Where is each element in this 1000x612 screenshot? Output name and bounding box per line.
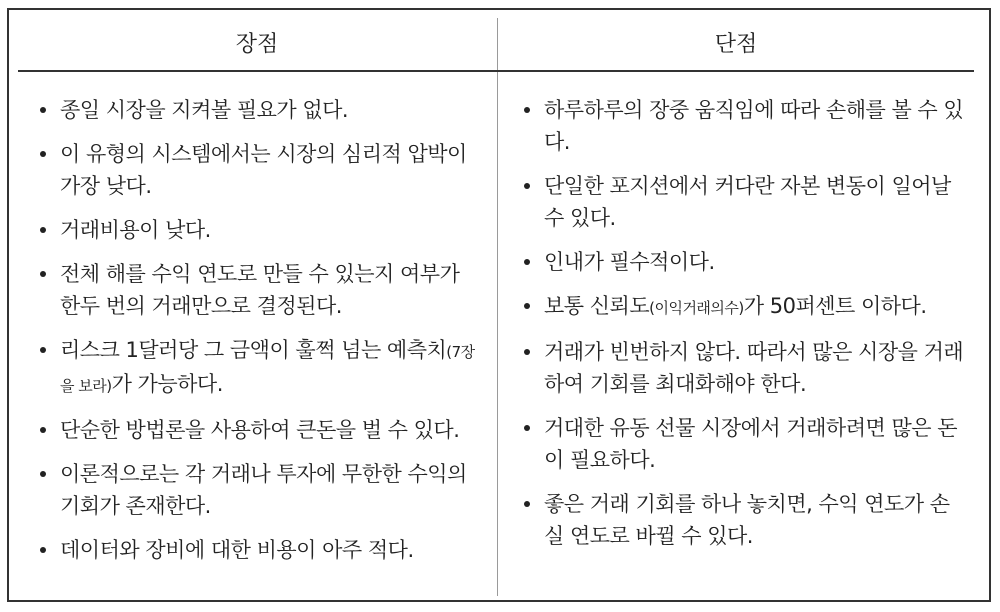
cons-item-text: 거래가 빈번하지 않다. 따라서 많은 시장을 거래하여 기회를 최대화해야 한다. (544, 340, 964, 396)
bullet-icon (40, 471, 46, 477)
bullet-icon (40, 271, 46, 277)
bullet-icon (524, 107, 530, 113)
cons-item (524, 94, 964, 158)
pros-item (40, 334, 480, 402)
bullet-icon (524, 501, 530, 507)
bullet-icon (524, 349, 530, 355)
bullet-icon (524, 183, 530, 189)
cons-item-text-after: 가 50퍼센트 이하다. (743, 294, 927, 318)
cons-item (524, 290, 964, 324)
cons-item-text: 좋은 거래 기회를 하나 놓치면, 수익 연도가 손실 연도로 바뀔 수 있다. (544, 492, 950, 548)
cons-item (524, 488, 964, 552)
bullet-icon (40, 427, 46, 433)
pros-header: 장점 (235, 32, 279, 57)
bullet-icon (40, 151, 46, 157)
column-divider (497, 18, 498, 596)
cons-list (524, 94, 964, 564)
pros-item-text: 리스크 1달러당 그 금액이 훌쩍 넘는 예측치 (60, 338, 447, 362)
bullet-icon (40, 347, 46, 353)
pros-item (40, 214, 480, 246)
pros-item-text: 이론적으로는 각 거래나 투자에 무한한 수익의 기회가 존재한다. (60, 462, 467, 518)
cons-item-text: 인내가 필수적이다. (544, 250, 715, 274)
pros-item-note: (7장을 보라) (60, 343, 475, 395)
pros-item-text: 종일 시장을 지켜볼 필요가 없다. (60, 98, 349, 122)
bullet-icon (524, 303, 530, 309)
pros-item (40, 94, 480, 126)
cons-item (524, 246, 964, 278)
cons-item (524, 412, 964, 476)
cons-item (524, 336, 964, 400)
bullet-icon (524, 425, 530, 431)
pros-item-text: 전체 해를 수익 연도로 만들 수 있는지 여부가 한두 번의 거래만으로 결정된다. (60, 262, 460, 318)
pros-item-text: 데이터와 장비에 대한 비용이 아주 적다. (60, 538, 414, 562)
cons-item-note: (이익거래의수) (649, 299, 744, 317)
bullet-icon (40, 547, 46, 553)
pros-item (40, 458, 480, 522)
bullet-icon (40, 107, 46, 113)
cons-header: 단점 (714, 32, 758, 57)
cons-item-text: 보통 신뢰도 (544, 294, 650, 318)
pros-item-text-after: 가 가능하다. (111, 372, 223, 396)
pros-item (40, 138, 480, 202)
header-rule (18, 70, 974, 72)
cons-item-text: 거대한 유동 선물 시장에서 거래하려면 많은 돈이 필요하다. (544, 416, 957, 472)
pros-item-text: 단순한 방법론을 사용하여 큰돈을 벌 수 있다. (60, 418, 460, 442)
pros-item-text: 이 유형의 시스템에서는 시장의 심리적 압박이 가장 낮다. (60, 142, 467, 198)
cons-item-text: 하루하루의 장중 움직임에 따라 손해를 볼 수 있다. (544, 98, 964, 154)
cons-item (524, 170, 964, 234)
pros-item-text: 거래비용이 낮다. (60, 218, 211, 242)
bullet-icon (40, 227, 46, 233)
bullet-icon (524, 259, 530, 265)
pros-item (40, 258, 480, 322)
cons-item-text: 단일한 포지션에서 커다란 자본 변동이 일어날 수 있다. (544, 174, 951, 230)
pros-list (40, 94, 480, 578)
pros-item (40, 534, 480, 566)
pros-item (40, 414, 480, 446)
